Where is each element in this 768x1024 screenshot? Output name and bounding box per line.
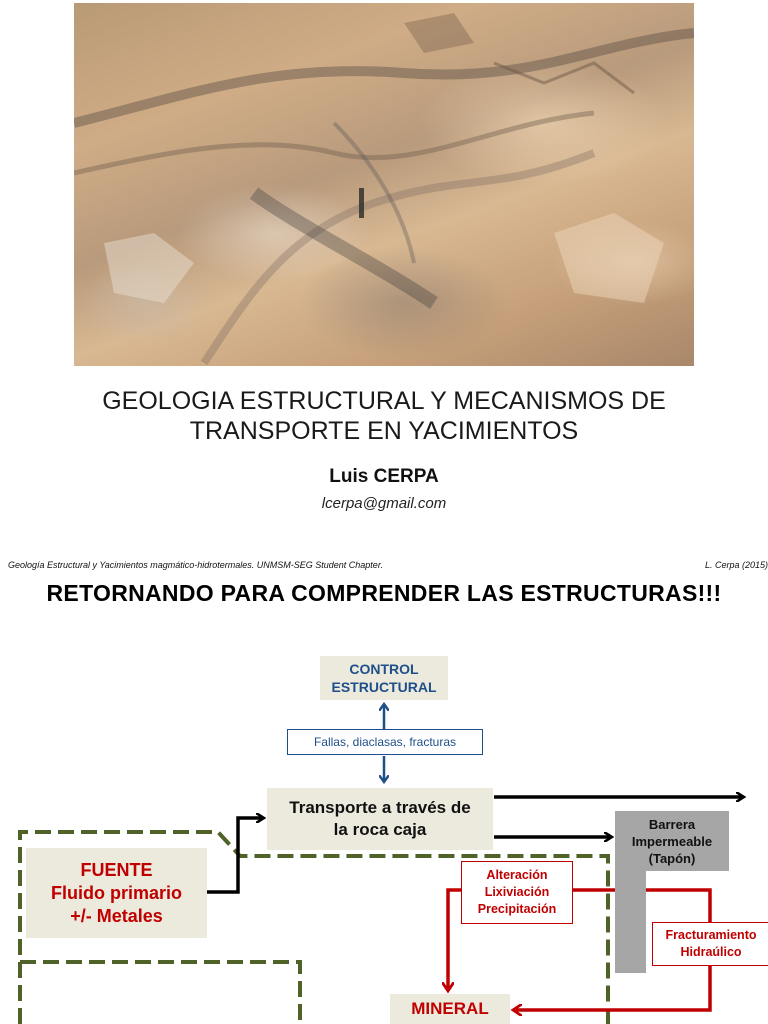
title-line-1: GEOLOGIA ESTRUCTURAL Y MECANISMOS DE <box>102 387 666 415</box>
control-label-1: CONTROL <box>349 661 419 677</box>
author-email: lcerpa@gmail.com <box>321 495 447 512</box>
arrow-source-to-transport <box>207 818 262 892</box>
fuente-label-2: Fluido primario <box>50 882 182 903</box>
barrera-label-2: Impermeable <box>631 833 713 849</box>
control-estructural-box <box>320 656 448 700</box>
alteracion-label-1: Alteración <box>486 868 548 882</box>
alteracion-label-2: Lixiviación <box>484 885 550 899</box>
transporte-label-1: Transporte a través de <box>289 798 471 817</box>
fuente-label-3: +/- Metales <box>70 905 163 926</box>
cover-photo-rock-outcrop <box>74 3 694 366</box>
slide-footer-credit: L. Cerpa (2015) <box>704 560 768 570</box>
barrera-label-1: Barrera <box>648 816 696 832</box>
slide-title: RETORNANDO PARA COMPRENDER LAS ESTRUCTURAS!!! <box>46 580 722 606</box>
author-name: Luis CERPA <box>329 466 439 487</box>
fracturamiento-box <box>652 922 768 966</box>
mineral-box: MINERAL <box>390 994 510 1024</box>
fractura-label-2: Hidraúlico <box>680 945 742 959</box>
red-loop-fracture-to-mineral <box>516 966 710 1010</box>
barrera-label-3: (Tapón) <box>648 850 696 866</box>
transporte-box <box>267 788 493 850</box>
fractura-label-1: Fracturamiento <box>665 928 757 942</box>
dashed-outline-lower <box>20 962 300 1024</box>
barrera-impermeable-box <box>615 811 729 871</box>
fallas-box: Fallas, diaclasas, fracturas <box>287 729 483 755</box>
control-label-2: ESTRUCTURAL <box>331 679 437 695</box>
rock-texture-illustration <box>74 3 694 366</box>
slide-footer-course: Geología Estructural y Yacimientos magmático-hidrotermales. UNMSM-SEG Student Chapter. <box>8 560 383 570</box>
alteracion-box <box>461 861 573 924</box>
presentation-title <box>0 386 768 446</box>
red-loop-alteration-to-mineral <box>448 890 461 988</box>
fuente-label-1: FUENTE <box>80 859 153 880</box>
barrier-wall <box>615 871 646 973</box>
transporte-label-2: la roca caja <box>333 820 427 839</box>
title-line-2: TRANSPORTE EN YACIMIENTOS <box>189 417 579 445</box>
alteracion-label-3: Precipitación <box>477 902 557 916</box>
fuente-box <box>26 848 207 938</box>
